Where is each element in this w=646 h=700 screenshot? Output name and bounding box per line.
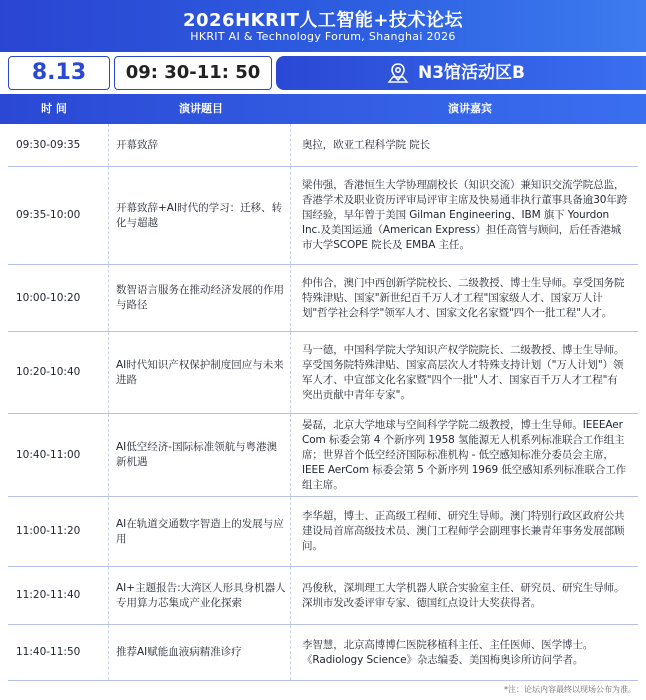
table-row xyxy=(8,167,638,265)
session-speaker: 仲伟合，澳门中西创新学院校长、二级教授、博士生导师。享受国务院特殊津贴、国家"新世纪百千万人才工程"国家级人才、国家万人计划"哲学社会科学"领军人才、国家文化名家暨"四个一批工程"人才。 xyxy=(302,276,625,319)
table-row xyxy=(8,567,638,625)
session-time: 09:35-10:00 xyxy=(16,209,81,221)
footnote: *注：论坛内容最终以现场公布为准。 xyxy=(504,685,636,694)
session-speaker: 冯俊秋，深圳理工大学机器人联合实验室主任、研究员、研究生导师。深圳市发改委评审专家、德国红点设计大奖获得者。 xyxy=(302,581,625,609)
session-time: 09:30-09:35 xyxy=(16,138,81,151)
session-topic: AI+主题报告:大湾区人形具身机器人专用算力芯集成产业化探索 xyxy=(116,581,286,609)
session-time: 11:00-11:20 xyxy=(16,525,81,537)
session-time: 10:20-10:40 xyxy=(16,366,81,378)
table-row xyxy=(8,625,638,681)
session-topic: 开幕致辞 xyxy=(116,138,158,151)
time-range-badge: 09: 30-11: 50 xyxy=(114,56,272,90)
session-topic: 开幕致辞+AI时代的学习：迁移、转化与超越 xyxy=(116,201,283,229)
table-row xyxy=(8,265,638,332)
table-row xyxy=(8,332,638,414)
header-banner xyxy=(0,0,646,52)
info-bar xyxy=(0,56,646,90)
venue-badge xyxy=(276,56,646,90)
col-header-speaker: 演讲嘉宾 xyxy=(448,102,492,115)
session-speaker: 李智慧，北京高博博仁医院移植科主任、主任医师、医学博士。《Radiology Science》杂志编委、美国梅奥诊所访问学者。 xyxy=(302,638,594,666)
session-time: 11:20-11:40 xyxy=(16,589,81,601)
session-topic: 推荐AI赋能血液病精准诊疗 xyxy=(116,646,242,658)
session-topic: AI低空经济-国际标准领航与粤港澳新机遇 xyxy=(116,441,278,468)
col-header-topic: 演讲题目 xyxy=(179,102,223,115)
session-time: 11:40-11:50 xyxy=(16,646,81,658)
forum-subtitle: HKRIT AI & Technology Forum, Shanghai 2026 xyxy=(190,30,456,43)
table-row xyxy=(8,414,638,497)
session-speaker: 奥拉，欧亚工程科学院 院长 xyxy=(302,138,431,151)
date-badge: 8.13 xyxy=(8,56,110,90)
session-topic: AI时代知识产权保护制度回应与未来进路 xyxy=(116,358,284,386)
col-header-time: 时 间 xyxy=(41,102,67,115)
session-speaker: 梁伟强，香港恒生大学协理副校长（知识交流）兼知识交流学院总监，香港学术及职业资历评审局评审主席及快易通非执行董事具备逾30年跨国经验，早年曾于美国 Gilman Engineering、IBM 旗下 Yourdon Inc.及美国运通（American Express）担任高管与顾问，后任香港城市大学SCOPE 院长及 EMBA 主任。 xyxy=(302,179,628,251)
venue-name: N3馆活动区B xyxy=(418,63,526,83)
table-row xyxy=(8,497,638,567)
table-header xyxy=(0,94,646,124)
session-speaker: 李华超，博士、正高级工程师、研究生导师。澳门特别行政区政府公共建设局首席高级技术员、澳门工程师学会副理事长兼青年事务发展部顾问。 xyxy=(302,510,625,552)
session-time: 10:40-11:00 xyxy=(16,448,81,461)
forum-title: 2026HKRIT人工智能+技术论坛 xyxy=(182,10,464,31)
map-pin-icon xyxy=(386,61,410,85)
session-speaker: 晏磊，北京大学地球与空间科学学院二级教授，博士生导师。IEEEAer Com 标委会第 4 个新序列 1958 氢能源无人机系列标准联合工作组主席；世界首个低空经济国际标准机构 - 低空感知标准分委员会主席，IEEE AerCom 标委会第 5 个新序列 1969 低空感知系列标准联合工作组主席。 xyxy=(302,418,627,491)
session-topic: 数智语言服务在推动经济发展的作用与路径 xyxy=(116,284,284,311)
session-speaker: 马一德，中国科学院大学知识产权学院院长、二级教授、博士生导师。享受国务院特殊津贴、国家高层次人才特殊支持计划（"万人计划"）领军人才、中宣部文化名家暨"四个一批"人才、国家百千万人才工程"有突出贡献中青年专家"。 xyxy=(302,343,625,401)
session-time: 10:00-10:20 xyxy=(16,291,81,304)
table-row xyxy=(8,124,638,167)
session-topic: AI在轨道交通数字智造上的发展与应用 xyxy=(116,517,284,545)
